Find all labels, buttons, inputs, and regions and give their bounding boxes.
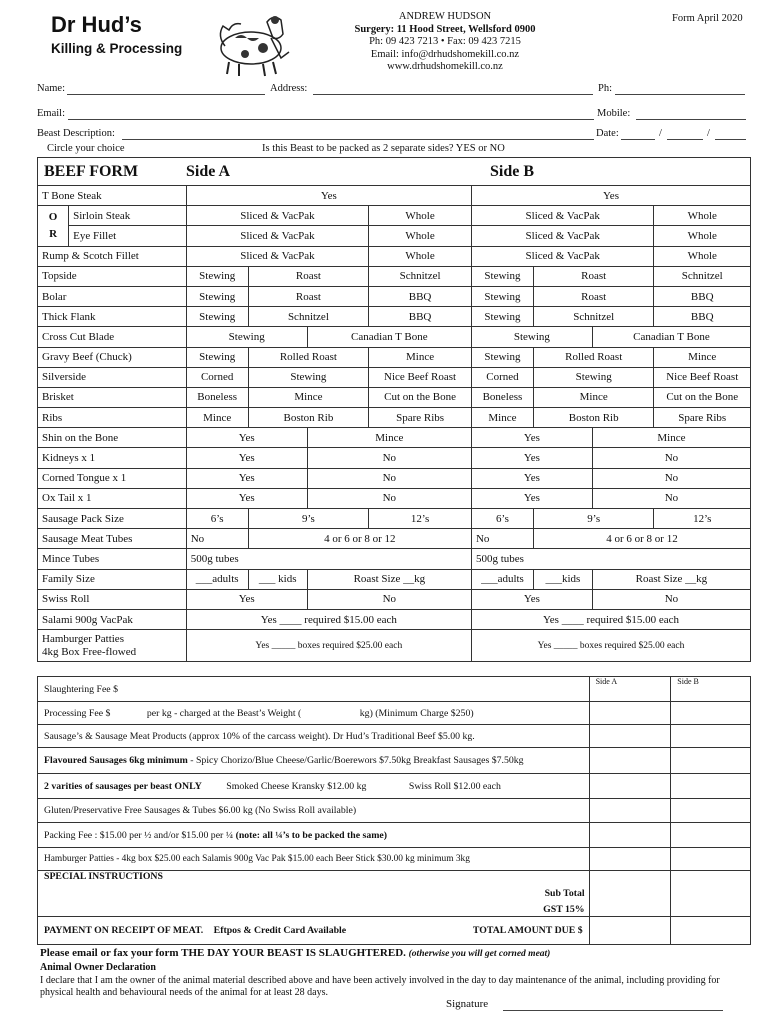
option-cell[interactable]: Roast bbox=[533, 266, 654, 286]
cut-label: Silverside bbox=[38, 367, 187, 387]
beast-field[interactable] bbox=[122, 129, 594, 140]
option-cell[interactable]: Sliced & VacPak bbox=[186, 226, 368, 246]
patties-salamis: Hamburger Patties - 4kg box $25.00 each Salamis 900g Vac Pak $15.00 each Beer Stick $30.00 kg minimum 3kg bbox=[38, 848, 590, 871]
table-row bbox=[38, 488, 751, 508]
address-label: Address: bbox=[270, 83, 308, 94]
side-a-amount[interactable] bbox=[589, 725, 671, 748]
patties-label-line2: 4kg Box Free-flowed bbox=[42, 645, 137, 658]
table-row bbox=[38, 549, 751, 569]
form-version: Form April 2020 bbox=[672, 13, 743, 24]
side-b-amount[interactable] bbox=[671, 702, 751, 725]
option-cell[interactable]: 9’s bbox=[533, 509, 654, 529]
option-cell[interactable]: Schnitzel bbox=[654, 266, 751, 286]
table-row bbox=[38, 367, 751, 387]
date-day-field[interactable] bbox=[621, 129, 655, 140]
patties-label-line1: Hamburger Patties bbox=[42, 632, 124, 645]
option-cell[interactable]: Mince bbox=[248, 387, 369, 407]
cut-label: Salami 900g VacPak bbox=[38, 609, 187, 629]
table-row bbox=[38, 848, 751, 871]
cut-label: T Bone Steak bbox=[38, 186, 187, 206]
option-cell[interactable]: Mince bbox=[533, 387, 654, 407]
cut-label: Brisket bbox=[38, 387, 187, 407]
option-cell[interactable]: Schnitzel bbox=[248, 307, 369, 327]
option-cell[interactable]: Stewing bbox=[186, 327, 307, 347]
option-cell[interactable]: Stewing bbox=[471, 307, 533, 327]
side-b-amount[interactable] bbox=[671, 725, 751, 748]
table-row bbox=[38, 589, 751, 609]
side-a-amount[interactable] bbox=[589, 848, 671, 871]
side-a-amount[interactable] bbox=[589, 702, 671, 725]
cow-logo-icon bbox=[205, 8, 297, 78]
cut-label: Family Size bbox=[38, 569, 187, 589]
cut-label bbox=[38, 630, 187, 662]
option-cell[interactable]: Yes ____ required $15.00 each bbox=[471, 609, 750, 629]
option-cell[interactable]: Yes bbox=[471, 448, 592, 468]
email-address[interactable]: Email: info@drhudshomekill.co.nz bbox=[370, 48, 520, 60]
date-label: Date: bbox=[596, 128, 619, 139]
option-cell[interactable]: Whole bbox=[369, 246, 472, 266]
option-cell[interactable]: Yes bbox=[471, 428, 592, 448]
option-cell[interactable]: Boston Rib bbox=[248, 408, 369, 428]
payment-note: PAYMENT ON RECEIPT OF MEAT. bbox=[44, 925, 204, 936]
option-cell[interactable]: No bbox=[307, 468, 471, 488]
email-field[interactable] bbox=[68, 109, 594, 120]
table-row bbox=[38, 226, 751, 246]
processing-fee-min: kg) (Minimum Charge $250) bbox=[359, 707, 474, 719]
cut-label: Shin on the Bone bbox=[38, 428, 187, 448]
option-cell[interactable]: Spare Ribs bbox=[369, 408, 472, 428]
cut-label: Cross Cut Blade bbox=[38, 327, 187, 347]
table-row bbox=[38, 917, 751, 945]
declaration-text: I declare that I am the owner of the animal material described above and have been actively involved in the day to day maintenance of the animal, including providing for physical health and behavioural needs of the animal for at least 28 days. bbox=[40, 975, 720, 998]
processing-fee-desc: per kg - charged at the Beast’s Weight ( bbox=[146, 707, 302, 719]
cut-label: Corned Tongue x 1 bbox=[38, 468, 187, 488]
address-field[interactable] bbox=[313, 84, 593, 95]
or-marker: O R bbox=[38, 206, 69, 246]
option-cell[interactable]: BBQ bbox=[369, 307, 472, 327]
side-a-amount[interactable] bbox=[589, 871, 671, 917]
table-row bbox=[38, 468, 751, 488]
option-cell[interactable]: ___adults bbox=[471, 569, 533, 589]
option-cell[interactable]: Spare Ribs bbox=[654, 408, 751, 428]
date-month-field[interactable] bbox=[667, 129, 703, 140]
side-a-heading: Side A bbox=[186, 163, 231, 180]
cut-label: Eye Fillet bbox=[69, 226, 187, 246]
cut-label: Mince Tubes bbox=[38, 549, 187, 569]
option-cell[interactable]: Rolled Roast bbox=[533, 347, 654, 367]
side-b-total[interactable] bbox=[671, 917, 751, 945]
brand-tagline: Killing & Processing bbox=[51, 41, 183, 56]
payment-row bbox=[38, 917, 590, 945]
side-b-heading: Side B bbox=[490, 163, 535, 180]
option-cell[interactable]: Sliced & VacPak bbox=[186, 206, 368, 226]
cut-label: Topside bbox=[38, 266, 187, 286]
option-cell[interactable]: No bbox=[307, 488, 471, 508]
option-cell[interactable]: Yes _____ boxes required $25.00 each bbox=[471, 630, 750, 662]
side-b-col: Side B bbox=[671, 677, 751, 702]
option-cell[interactable]: Schnitzel bbox=[369, 266, 472, 286]
date-year-field[interactable] bbox=[715, 129, 746, 140]
table-row bbox=[38, 186, 751, 206]
cut-label: Ribs bbox=[38, 408, 187, 428]
option-cell[interactable]: Stewing bbox=[186, 286, 248, 306]
name-field[interactable] bbox=[67, 84, 265, 95]
flavoured-sausages-title: Flavoured Sausages 6kg minimum bbox=[44, 755, 188, 766]
option-cell[interactable]: 500g tubes bbox=[186, 549, 471, 569]
table-row bbox=[38, 774, 751, 799]
table-row bbox=[38, 871, 751, 917]
swiss-roll-price: Swiss Roll $12.00 each bbox=[408, 780, 501, 792]
table-row bbox=[38, 448, 751, 468]
option-cell[interactable]: Whole bbox=[654, 246, 751, 266]
cut-label: Rump & Scotch Fillet bbox=[38, 246, 187, 266]
cut-label: Thick Flank bbox=[38, 307, 187, 327]
processing-fee bbox=[38, 702, 590, 725]
table-row bbox=[38, 529, 751, 549]
option-cell[interactable]: No bbox=[186, 529, 248, 549]
side-a-col: Side A bbox=[589, 677, 671, 702]
owner-name: ANDREW HUDSON bbox=[398, 11, 492, 22]
side-a-amount[interactable] bbox=[589, 774, 671, 799]
side-a-total[interactable] bbox=[589, 917, 671, 945]
option-cell[interactable]: Yes bbox=[186, 186, 471, 206]
option-cell[interactable]: No bbox=[592, 468, 750, 488]
option-cell[interactable]: ___adults bbox=[186, 569, 248, 589]
option-cell[interactable]: Mince bbox=[307, 428, 471, 448]
side-b-amount[interactable] bbox=[671, 774, 751, 799]
email-notice-main: Please email or fax your form THE DAY YOUR BEAST IS SLAUGHTERED. bbox=[40, 947, 406, 959]
option-cell[interactable]: Yes bbox=[471, 186, 750, 206]
option-cell[interactable]: Boneless bbox=[471, 387, 533, 407]
option-cell[interactable]: No bbox=[307, 448, 471, 468]
subtotal-label: Sub Total bbox=[544, 888, 585, 899]
option-cell[interactable]: Yes bbox=[471, 468, 592, 488]
option-cell[interactable]: Boneless bbox=[186, 387, 248, 407]
option-cell[interactable]: Mince bbox=[592, 428, 750, 448]
phone-label: Ph: bbox=[598, 83, 613, 94]
cut-label: Sirloin Steak bbox=[69, 206, 187, 226]
packing-fee bbox=[38, 823, 590, 848]
option-cell[interactable]: No bbox=[307, 589, 471, 609]
option-cell[interactable]: Yes bbox=[186, 468, 307, 488]
option-cell[interactable]: 12’s bbox=[369, 509, 472, 529]
table-row bbox=[38, 799, 751, 823]
table-row bbox=[38, 307, 751, 327]
cut-label: Bolar bbox=[38, 286, 187, 306]
side-b-amount[interactable] bbox=[671, 871, 751, 917]
sides-question: Is this Beast to be packed as 2 separate sides? YES or NO bbox=[262, 143, 505, 154]
mobile-field[interactable] bbox=[636, 109, 746, 120]
option-cell[interactable]: 4 or 6 or 8 or 12 bbox=[248, 529, 471, 549]
surgery-address: Surgery: 11 Hood Street, Wellsford 0900 bbox=[354, 23, 536, 35]
option-cell[interactable]: Stewing bbox=[186, 307, 248, 327]
option-cell[interactable]: Mince bbox=[369, 347, 472, 367]
option-cell[interactable]: Rolled Roast bbox=[248, 347, 369, 367]
flavoured-sausages-desc: - Spicy Chorizo/Blue Cheese/Garlic/Boerewors $7.50kg Breakfast Sausages $7.50kg bbox=[187, 755, 524, 766]
table-row bbox=[38, 509, 751, 529]
table-row bbox=[38, 246, 751, 266]
table-row bbox=[38, 702, 751, 725]
table-row bbox=[38, 347, 751, 367]
option-cell[interactable]: Roast bbox=[248, 266, 369, 286]
email-notice-warning: (otherwise you will get corned meat) bbox=[408, 949, 551, 959]
signature-field[interactable] bbox=[503, 1000, 723, 1011]
phone-field[interactable] bbox=[615, 84, 745, 95]
option-cell[interactable]: Yes bbox=[471, 589, 592, 609]
option-cell[interactable]: Boston Rib bbox=[533, 408, 654, 428]
option-cell[interactable]: Mince bbox=[471, 408, 533, 428]
option-cell[interactable]: 6’s bbox=[186, 509, 248, 529]
option-cell[interactable]: Yes bbox=[186, 428, 307, 448]
option-cell[interactable]: 9’s bbox=[248, 509, 369, 529]
sausage-varieties bbox=[38, 774, 590, 799]
option-cell[interactable]: Cut on the Bone bbox=[369, 387, 472, 407]
name-label: Name: bbox=[37, 83, 65, 94]
table-row bbox=[38, 387, 751, 407]
beef-form-table bbox=[37, 185, 751, 662]
option-cell[interactable]: Whole bbox=[654, 206, 751, 226]
date-sep: / bbox=[659, 128, 662, 139]
side-a-amount[interactable] bbox=[589, 799, 671, 823]
option-cell[interactable]: Sliced & VacPak bbox=[471, 226, 654, 246]
option-cell[interactable]: No bbox=[592, 589, 750, 609]
option-cell[interactable]: Corned bbox=[186, 367, 248, 387]
phone-fax: Ph: 09 423 7213 • Fax: 09 423 7215 bbox=[369, 36, 521, 47]
option-cell[interactable]: Whole bbox=[369, 206, 472, 226]
option-cell[interactable]: BBQ bbox=[369, 286, 472, 306]
side-b-amount[interactable] bbox=[671, 799, 751, 823]
option-cell[interactable]: ___ kids bbox=[248, 569, 307, 589]
special-instructions-title: SPECIAL INSTRUCTIONS bbox=[44, 871, 163, 882]
declaration-title: Animal Owner Declaration bbox=[40, 962, 156, 973]
option-cell[interactable]: Stewing bbox=[471, 286, 533, 306]
table-row bbox=[38, 408, 751, 428]
side-a-amount[interactable] bbox=[589, 823, 671, 848]
side-b-amount[interactable] bbox=[671, 848, 751, 871]
option-cell[interactable]: Yes _____ boxes required $25.00 each bbox=[186, 630, 471, 662]
option-cell[interactable]: 500g tubes bbox=[471, 549, 750, 569]
cut-label: Sausage Meat Tubes bbox=[38, 529, 187, 549]
table-row bbox=[38, 748, 751, 774]
option-cell[interactable]: Yes bbox=[186, 448, 307, 468]
gst-label: GST 15% bbox=[543, 904, 585, 915]
side-b-amount[interactable] bbox=[671, 823, 751, 848]
option-cell[interactable]: Yes bbox=[186, 589, 307, 609]
option-cell[interactable]: Yes bbox=[186, 488, 307, 508]
email-label: Email: bbox=[37, 108, 65, 119]
option-cell[interactable]: Yes ____ required $15.00 each bbox=[186, 609, 471, 629]
option-cell[interactable]: Roast Size __kg bbox=[592, 569, 750, 589]
cut-label: Ox Tail x 1 bbox=[38, 488, 187, 508]
total-due-label: TOTAL AMOUNT DUE $ bbox=[472, 925, 583, 936]
date-sep: / bbox=[707, 128, 710, 139]
table-row bbox=[38, 630, 751, 662]
option-cell[interactable]: Whole bbox=[369, 226, 472, 246]
option-cell[interactable]: Roast Size __kg bbox=[307, 569, 471, 589]
option-cell[interactable]: Canadian T Bone bbox=[307, 327, 471, 347]
circle-choice-note: Circle your choice bbox=[47, 143, 125, 154]
beef-form-header-box bbox=[37, 157, 751, 185]
table-row bbox=[38, 609, 751, 629]
table-row bbox=[38, 286, 751, 306]
processing-fee-label: Processing Fee $ bbox=[44, 707, 111, 719]
slaughter-fee: Slaughtering Fee $ bbox=[38, 677, 590, 702]
option-cell[interactable]: Mince bbox=[654, 347, 751, 367]
fees-table bbox=[37, 676, 751, 945]
option-cell[interactable]: Yes bbox=[471, 488, 592, 508]
option-cell[interactable]: BBQ bbox=[654, 307, 751, 327]
special-instructions[interactable] bbox=[38, 871, 590, 917]
table-row bbox=[38, 428, 751, 448]
option-cell[interactable]: Whole bbox=[654, 226, 751, 246]
option-cell[interactable]: Stewing bbox=[533, 367, 654, 387]
option-cell[interactable]: Stewing bbox=[186, 266, 248, 286]
cut-label: Gravy Beef (Chuck) bbox=[38, 347, 187, 367]
varieties-title: 2 varities of sausages per beast ONLY bbox=[44, 780, 202, 792]
packing-fee-desc: Packing Fee : $15.00 per ½ and/or $15.00 per ¼ bbox=[44, 829, 234, 841]
signature-label: Signature bbox=[446, 998, 489, 1010]
table-row bbox=[38, 569, 751, 589]
option-cell[interactable]: Sliced & VacPak bbox=[186, 246, 368, 266]
option-cell[interactable]: 6’s bbox=[471, 509, 533, 529]
option-cell[interactable]: Cut on the Bone bbox=[654, 387, 751, 407]
side-b-amount[interactable] bbox=[671, 748, 751, 774]
option-cell[interactable]: Canadian T Bone bbox=[592, 327, 750, 347]
mobile-label: Mobile: bbox=[597, 108, 631, 119]
beast-label: Beast Description: bbox=[37, 128, 115, 139]
cut-label: Kidneys x 1 bbox=[38, 448, 187, 468]
table-row bbox=[38, 725, 751, 748]
option-cell[interactable]: Mince bbox=[186, 408, 248, 428]
gluten-free: Gluten/Preservative Free Sausages & Tubes $6.00 kg (No Swiss Roll available) bbox=[38, 799, 590, 823]
option-cell[interactable]: Stewing bbox=[186, 347, 248, 367]
table-row bbox=[38, 266, 751, 286]
email-notice bbox=[40, 947, 550, 959]
sausage-products: Sausage’s & Sausage Meat Products (approx 10% of the carcass weight). Dr Hud’s Traditional Beef $5.00 kg. bbox=[38, 725, 590, 748]
side-a-amount[interactable] bbox=[589, 748, 671, 774]
website[interactable]: www.drhudshomekill.co.nz bbox=[387, 61, 503, 72]
table-row bbox=[38, 823, 751, 848]
cut-label: Swiss Roll bbox=[38, 589, 187, 609]
kransky-price: Smoked Cheese Kransky $12.00 kg bbox=[226, 780, 367, 792]
option-cell[interactable]: No bbox=[592, 488, 750, 508]
brand-name: Dr Hud’s bbox=[51, 12, 142, 37]
option-cell[interactable]: 12’s bbox=[654, 509, 751, 529]
option-cell[interactable]: Nice Beef Roast bbox=[369, 367, 472, 387]
option-cell[interactable]: ___kids bbox=[533, 569, 592, 589]
option-cell[interactable]: Sliced & VacPak bbox=[471, 206, 654, 226]
beef-form-title: BEEF FORM bbox=[44, 163, 139, 180]
flavoured-sausages bbox=[38, 748, 590, 774]
option-cell[interactable]: Roast bbox=[248, 286, 369, 306]
cut-label: Sausage Pack Size bbox=[38, 509, 187, 529]
packing-note: (note: all ¼’s to be packed the same) bbox=[235, 829, 388, 841]
table-row bbox=[38, 677, 751, 702]
option-cell[interactable]: BBQ bbox=[654, 286, 751, 306]
option-cell[interactable]: Stewing bbox=[471, 266, 533, 286]
option-cell[interactable]: Stewing bbox=[471, 327, 592, 347]
option-cell[interactable]: Roast bbox=[533, 286, 654, 306]
table-row bbox=[38, 206, 751, 226]
option-cell[interactable]: Sliced & VacPak bbox=[471, 246, 654, 266]
option-cell[interactable]: Stewing bbox=[471, 347, 533, 367]
option-cell[interactable]: No bbox=[471, 529, 533, 549]
eftpos-note: Eftpos & Credit Card Available bbox=[213, 925, 347, 936]
option-cell[interactable]: No bbox=[592, 448, 750, 468]
table-row bbox=[38, 327, 751, 347]
option-cell[interactable]: 4 or 6 or 8 or 12 bbox=[533, 529, 750, 549]
option-cell[interactable]: Corned bbox=[471, 367, 533, 387]
option-cell[interactable]: Nice Beef Roast bbox=[654, 367, 751, 387]
option-cell[interactable]: Schnitzel bbox=[533, 307, 654, 327]
option-cell[interactable]: Stewing bbox=[248, 367, 369, 387]
